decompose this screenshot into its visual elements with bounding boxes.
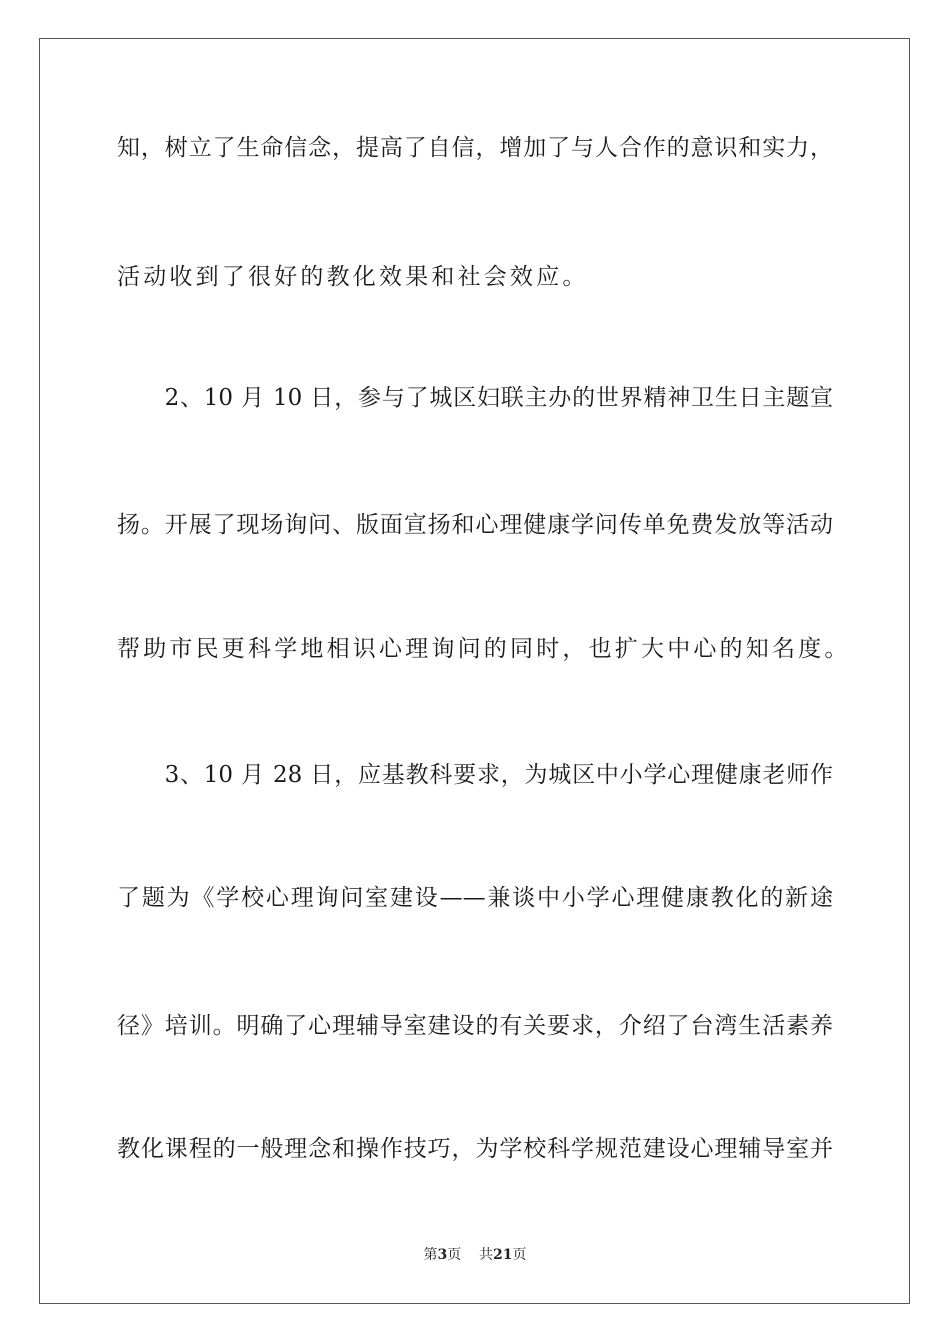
page-border [39,38,910,1304]
page-prefix: 第 [423,1247,438,1263]
current-page-number: 3 [437,1247,448,1263]
body-line-5: 帮助市民更科学地相识心理询问的同时，也扩大中心的知名度。 [117,636,851,662]
body-line-9: 教化课程的一般理念和操作技巧，为学校科学规范建设心理辅导室并 [117,1136,833,1162]
body-line-4: 扬。开展了现场询问、版面宣扬和心理健康学问传单免费发放等活动 [117,512,833,538]
body-line-8: 径》培训。明确了心理辅导室建设的有关要求，介绍了台湾生活素养 [117,1013,833,1039]
body-line-7: 了题为《学校心理询问室建设——兼谈中小学心理健康教化的新途 [117,885,833,911]
total-suffix: 页 [512,1247,527,1263]
body-line-6: 3、10 月 28 日，应基教科要求，为城区中小学心理健康老师作 [117,762,833,788]
page-suffix: 页 [447,1247,462,1263]
total-prefix: 共 [479,1247,494,1263]
total-pages-number: 21 [493,1247,513,1263]
body-line-3: 2、10 月 10 日，参与了城区妇联主办的世界精神卫生日主题宣 [117,385,833,411]
page-footer [0,1246,950,1264]
body-line-2: 活动收到了很好的教化效果和社会效应。 [117,264,589,290]
body-line-1: 知，树立了生命信念，提高了自信，增加了与人合作的意识和实力， [117,135,833,161]
